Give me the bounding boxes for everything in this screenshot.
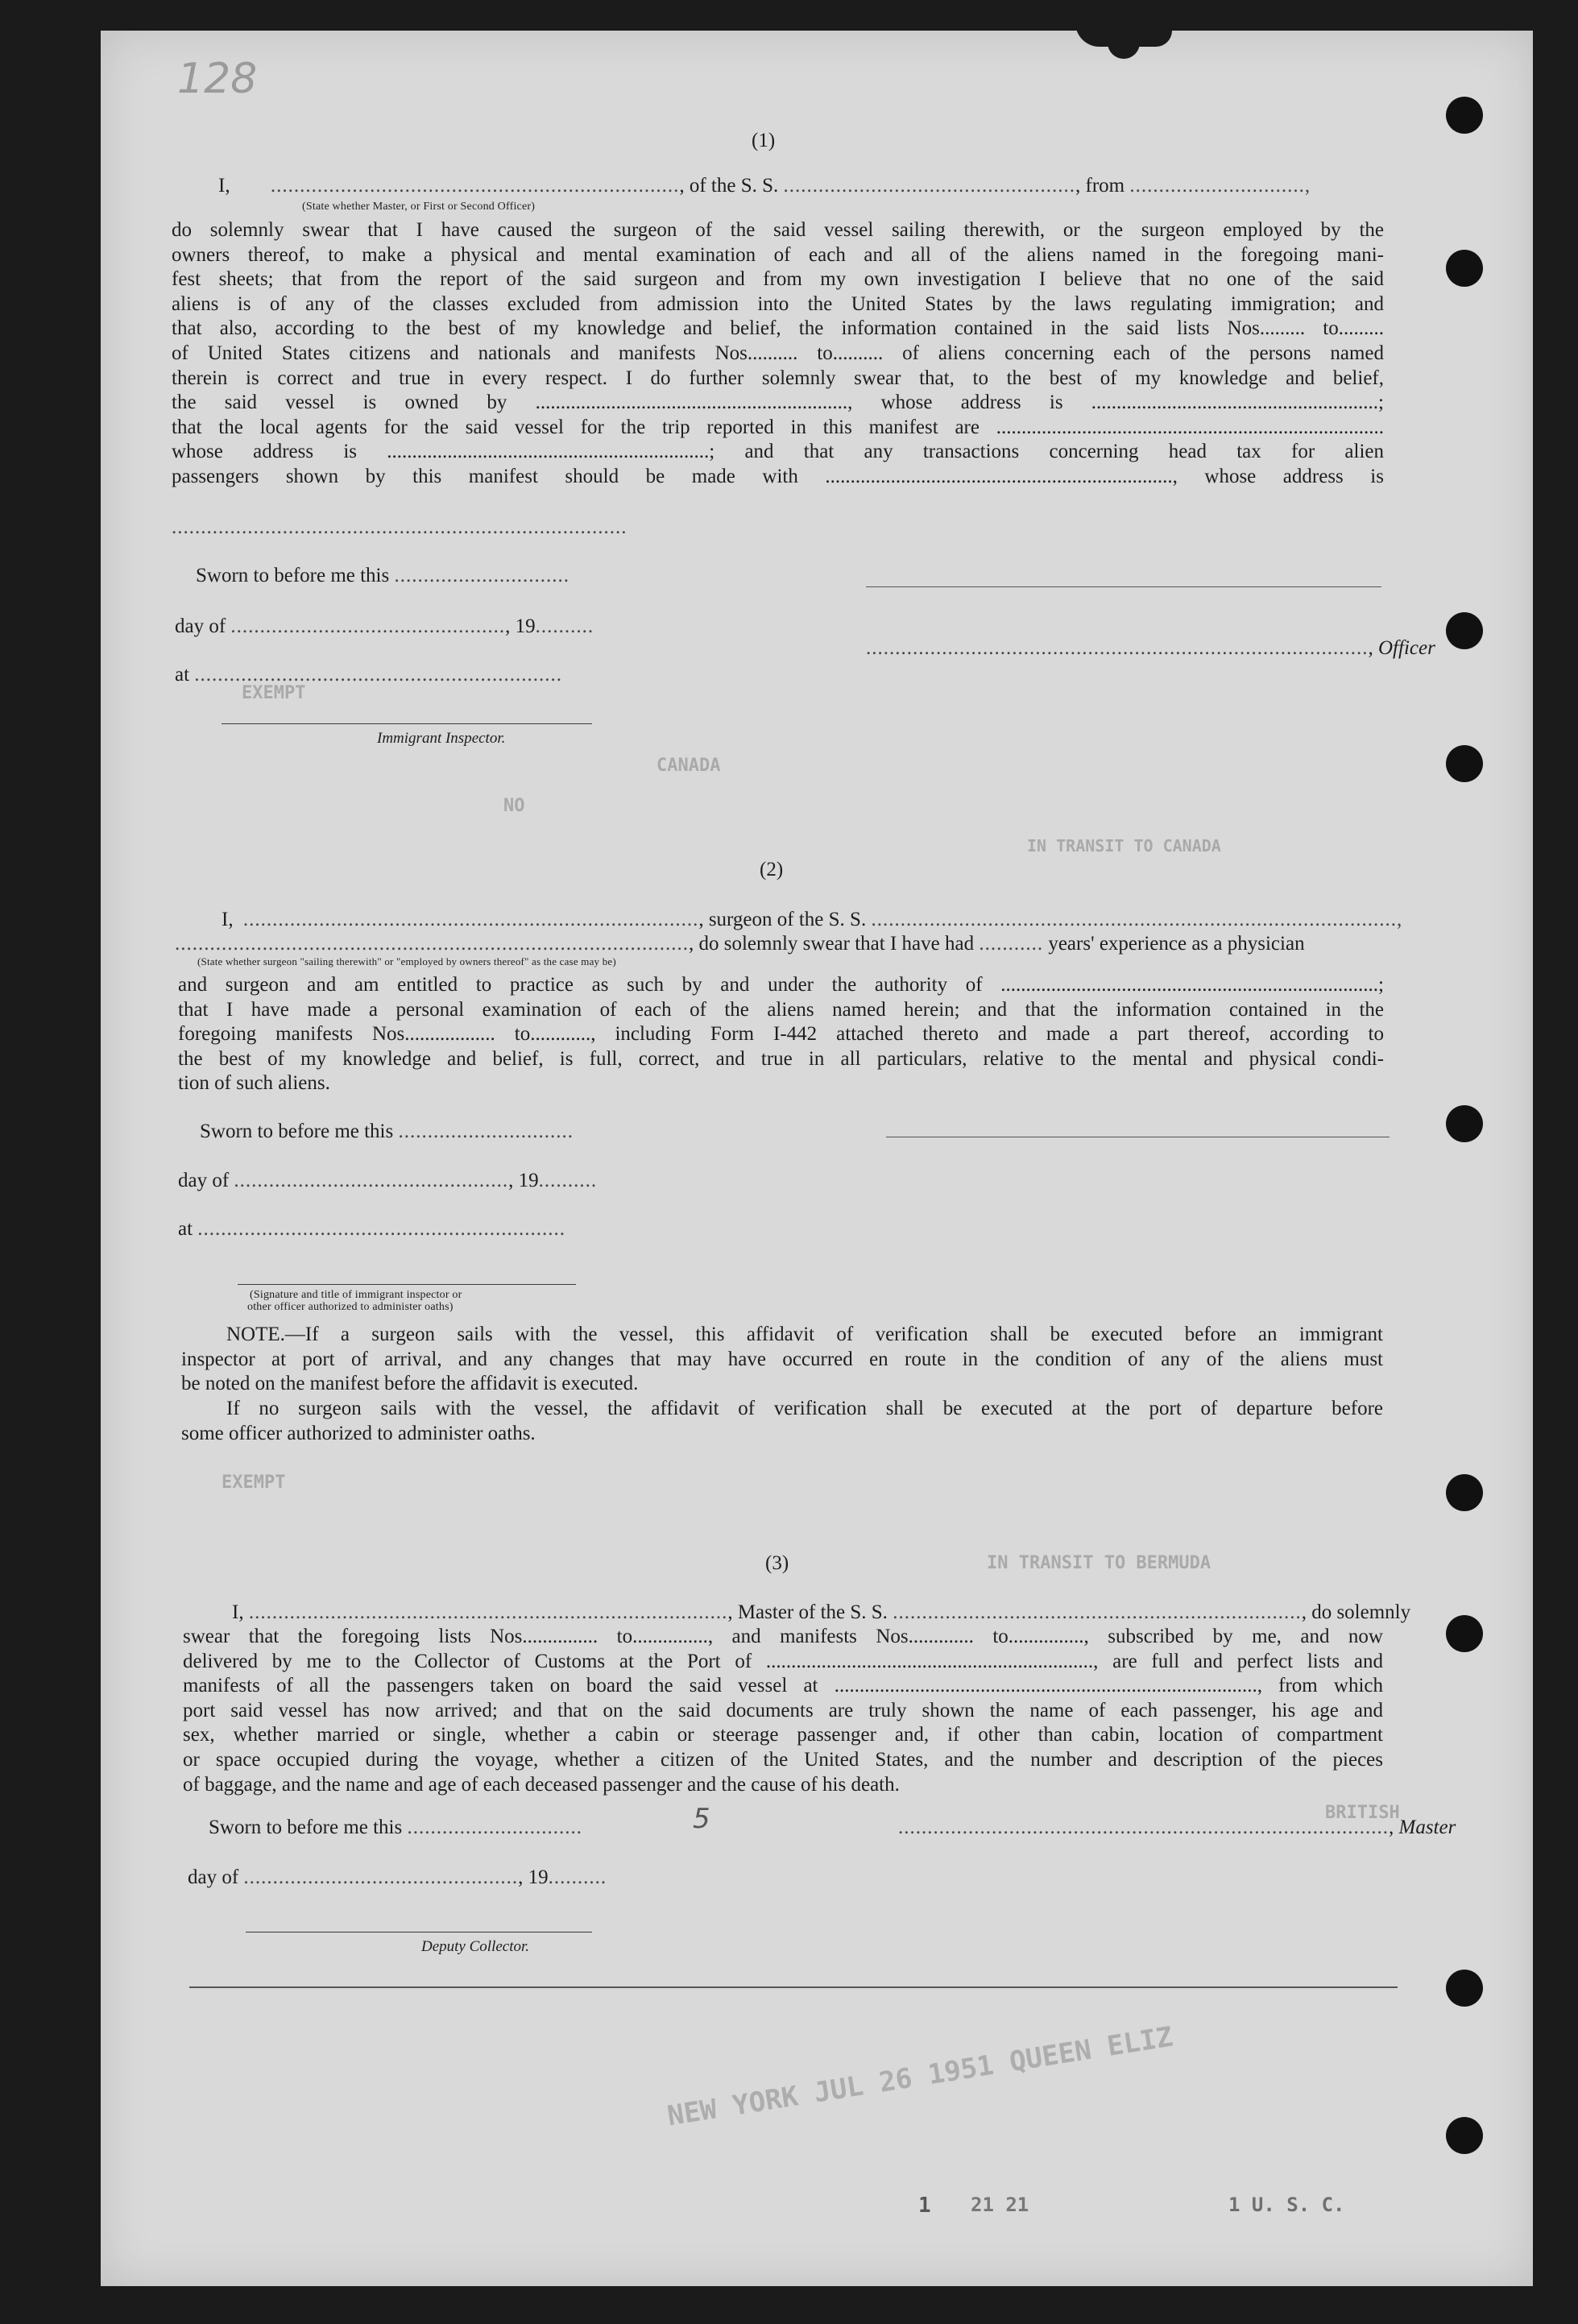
section-2-line-2 [175, 932, 1305, 957]
binder-hole [1446, 1105, 1483, 1142]
body-line: the said vessel is owned by .............................................................., whose address is .........................................................; [172, 391, 1384, 414]
master-signature-line [898, 1816, 1456, 1841]
sworn-field: .............................. [407, 1817, 582, 1838]
binder-hole [1446, 1474, 1483, 1511]
note-line: be noted on the manifest before the affidavit is executed. [181, 1373, 639, 1395]
bleed-through-text: NO [503, 796, 525, 816]
bleed-through-text: IN TRANSIT TO CANADA [1027, 836, 1221, 855]
section-2-note [181, 1323, 1383, 1397]
section-3-number: (3) [765, 1552, 789, 1574]
section-2-line-1 [222, 908, 1402, 933]
officer-rank-field: ...................................................................... [270, 175, 680, 197]
section-2-date-line [178, 1169, 597, 1194]
sworn-field: .............................. [394, 565, 569, 586]
sworn-experience-label: , do solemnly swear that I have had [689, 933, 975, 955]
day-field: ............................................... [243, 1866, 519, 1888]
section-3-date-line [188, 1866, 607, 1891]
bottom-code: 1 [918, 2194, 931, 2218]
arrival-stamp: NEW YORK JUL 26 1951 QUEEN ELIZ [665, 2020, 1175, 2133]
day-of-label: day of [188, 1866, 239, 1888]
note-line: If no surgeon sails with the vessel, the affidavit of verification shall be executed at the port of departure before [226, 1398, 1383, 1419]
master-of-ss-label: , Master of the S. S. [727, 1601, 888, 1623]
year-field: .......... [535, 615, 594, 637]
vessel-name-field: .................................................. [783, 175, 1076, 197]
officer-signature-field: ...................................................................................... [866, 637, 1369, 659]
years-field: ........... [979, 933, 1044, 955]
section-3-body [183, 1625, 1383, 1797]
binder-hole [1446, 2117, 1483, 2154]
note-line: some officer authorized to administer oaths. [181, 1422, 536, 1444]
collector-label: Deputy Collector. [421, 1938, 530, 1955]
sworn-label: Sworn to before me this [209, 1817, 403, 1838]
bleed-through-text: CANADA [656, 756, 721, 776]
sworn-label: Sworn to before me this [196, 565, 390, 586]
body-line: owners thereof, to make a physical and mental examination of each and all of the aliens named in the foregoing mani- [172, 243, 1384, 266]
body-line: that I have made a personal examination of each of the aliens named herein; and that the information contained in the [178, 998, 1384, 1021]
collector-signature-line [246, 1932, 592, 1933]
at-field: ............................................................... [194, 664, 563, 686]
inspector-signature-line [222, 723, 592, 724]
section-2-caption: (State whether surgeon "sailing therewith" or "employed by owners thereof" as the case may be) [197, 955, 616, 967]
section-2-at-line [178, 1217, 565, 1242]
signature-caption-2: other officer authorized to administer oaths) [247, 1301, 454, 1313]
pronoun-i: I, [232, 1601, 244, 1623]
pronoun-i: I, [222, 909, 234, 930]
from-label: , from [1075, 175, 1125, 197]
section-1-line-1 [213, 174, 1311, 199]
signature-caption-1: (Signature and title of immigrant inspector or [250, 1289, 462, 1301]
body-line: the best of my knowledge and belief, is full, correct, and true in all particulars, relative to the mental and physical condi- [178, 1047, 1384, 1070]
body-line: that the local agents for the said vessel for the trip reported in this manifest are ............................................................................. [172, 416, 1384, 438]
officer-line [866, 636, 1435, 661]
body-line: of baggage, and the name and age of each deceased passenger and the cause of his death. [183, 1773, 900, 1796]
body-line: whose address is ................................................................; and that any transactions concerning head tax for alien [172, 441, 1384, 463]
pronoun-i: I, [218, 175, 230, 197]
body-line: passengers shown by this manifest should be made with ....................................................................., whose address is [172, 465, 1384, 487]
section-2-number: (2) [760, 859, 784, 880]
master-label: , Master [1389, 1817, 1456, 1838]
master-signature-field: .................................................................................... [898, 1817, 1389, 1838]
at-field: ............................................................... [197, 1218, 566, 1240]
body-line: do solemnly swear that I have caused the surgeon of the said vessel sailing therewith, or the surgeon employed by the [172, 219, 1384, 241]
bleed-through-text: IN TRANSIT TO BERMUDA [987, 1553, 1211, 1573]
section-2-note-2 [181, 1397, 1383, 1446]
manifest-page [101, 31, 1533, 2286]
body-line: swear that the foregoing lists Nos............... to..............., and manifests Nos............. to..............., subscribed by me, and now [183, 1626, 1383, 1647]
bleed-through-text: EXEMPT [222, 1473, 286, 1493]
inspector-label: Immigrant Inspector. [377, 730, 506, 747]
section-1-caption: (State whether Master, or First or Second Officer) [302, 201, 536, 213]
body-line: that also, according to the best of my knowledge and belief, the information contained in the said lists Nos......... to......... [172, 317, 1384, 340]
body-line: tion of such aliens. [178, 1072, 330, 1095]
bottom-right-code: 1 U. S. C. [1228, 2194, 1345, 2216]
binder-hole [1446, 97, 1483, 134]
day-of-label: day of [175, 615, 226, 637]
year-field: .......... [548, 1866, 607, 1888]
year-label: , 19 [508, 1170, 539, 1191]
body-line: foregoing manifests Nos.................. to............, including Form I-442 attached thereto and made a part thereof, according to [178, 1023, 1384, 1046]
note-line: inspector at port of arrival, and any changes that may have occurred en route in the condition of any of the aliens must [181, 1348, 1383, 1370]
vessel-name-field: ...................................................................... [893, 1601, 1302, 1623]
corner-page-number: 128 [177, 55, 258, 103]
surgeon-status-field: ........................................................................................ [175, 933, 689, 955]
section-1-at-line [175, 663, 562, 688]
body-line: fest sheets; that from the report of the said surgeon and from my own investigation I believe that no one of the said [172, 268, 1384, 291]
body-line: manifests of all the passengers taken on board the said vessel at ...................................................................................., from which [183, 1675, 1383, 1697]
solemnly-label: , do solemnly [1301, 1601, 1411, 1623]
body-line: aliens is of any of the classes excluded from admission into the United States by the laws regulating immigration; and [172, 292, 1384, 315]
surgeon-of-ss-label: , surgeon of the S. S. [698, 909, 867, 930]
vessel-name-field: .........................................................................................., [871, 909, 1403, 930]
surgeon-name-field: .............................................................................. [242, 909, 699, 930]
note-line: NOTE.—If a surgeon sails with the vessel, this affidavit of verification shall be executed before an immigrant [226, 1324, 1383, 1345]
bleed-through-text: EXEMPT [242, 683, 306, 703]
body-line: and surgeon and am entitled to practice as such by and under the authority of ...........................................................................; [178, 974, 1384, 996]
section-1-date-line [175, 615, 594, 640]
binder-hole [1446, 612, 1483, 649]
years-label: years' experience as a physician [1048, 933, 1305, 955]
inspector-signature-line [238, 1284, 576, 1285]
day-field: ............................................... [230, 615, 506, 637]
binder-hole [1446, 1970, 1483, 2007]
body-line: port said vessel has now arrived; and that on the said documents are truly shown the name of each passenger, his age and [183, 1699, 1383, 1721]
section-3-line-1 [232, 1601, 1410, 1626]
day-of-label: day of [178, 1170, 230, 1191]
sworn-field: .............................. [398, 1121, 574, 1142]
year-label: , 19 [505, 615, 536, 637]
section-2-sworn-line [200, 1120, 574, 1145]
body-line: therein is correct and true in every respect. I do further solemnly swear that, to the best of my knowledge and belief, [172, 367, 1384, 389]
binder-hole [1446, 250, 1483, 287]
body-line: of United States citizens and nationals and manifests Nos.......... to.......... of aliens concerning each of the persons named [172, 342, 1384, 364]
at-label: at [178, 1218, 193, 1240]
body-line: sex, whether married or single, whether a cabin or steerage passenger and, if other than cabin, location of compartment [183, 1724, 1383, 1746]
section-3-sworn-line [209, 1816, 582, 1841]
handwritten-mark: 5 [693, 1803, 710, 1835]
body-line: or space occupied during the voyage, whether a citizen of the United States, and the number and description of the pieces [183, 1748, 1383, 1771]
of-ss-label: , of the S. S. [679, 175, 779, 197]
officer-label: , Officer [1368, 637, 1435, 659]
section-1-number: (1) [752, 130, 776, 151]
sworn-label: Sworn to before me this [200, 1121, 394, 1142]
bleed-through-text: BRITISH [1325, 1803, 1400, 1823]
torn-edge [1108, 43, 1140, 59]
section-1-body [172, 218, 1384, 490]
section-2-body [178, 973, 1384, 1096]
section-1-trailing-dots: .............................................................................. [172, 516, 627, 538]
year-label: , 19 [518, 1866, 549, 1888]
bottom-reference: 21 21 [971, 2194, 1029, 2216]
binder-hole [1446, 1615, 1483, 1652]
officer-top-line [866, 586, 1381, 587]
binder-hole [1446, 745, 1483, 782]
bottom-rule [189, 1986, 1398, 1988]
at-label: at [175, 664, 190, 686]
year-field: .......... [538, 1170, 598, 1191]
body-line: delivered by me to the Collector of Customs at the Port of ................................................................., are full and perfect lists and [183, 1650, 1383, 1672]
master-name-field: .................................................................................. [248, 1601, 728, 1623]
day-field: ............................................... [234, 1170, 509, 1191]
section-1-sworn-line [196, 564, 569, 589]
departure-port-field: .............................., [1129, 175, 1311, 197]
